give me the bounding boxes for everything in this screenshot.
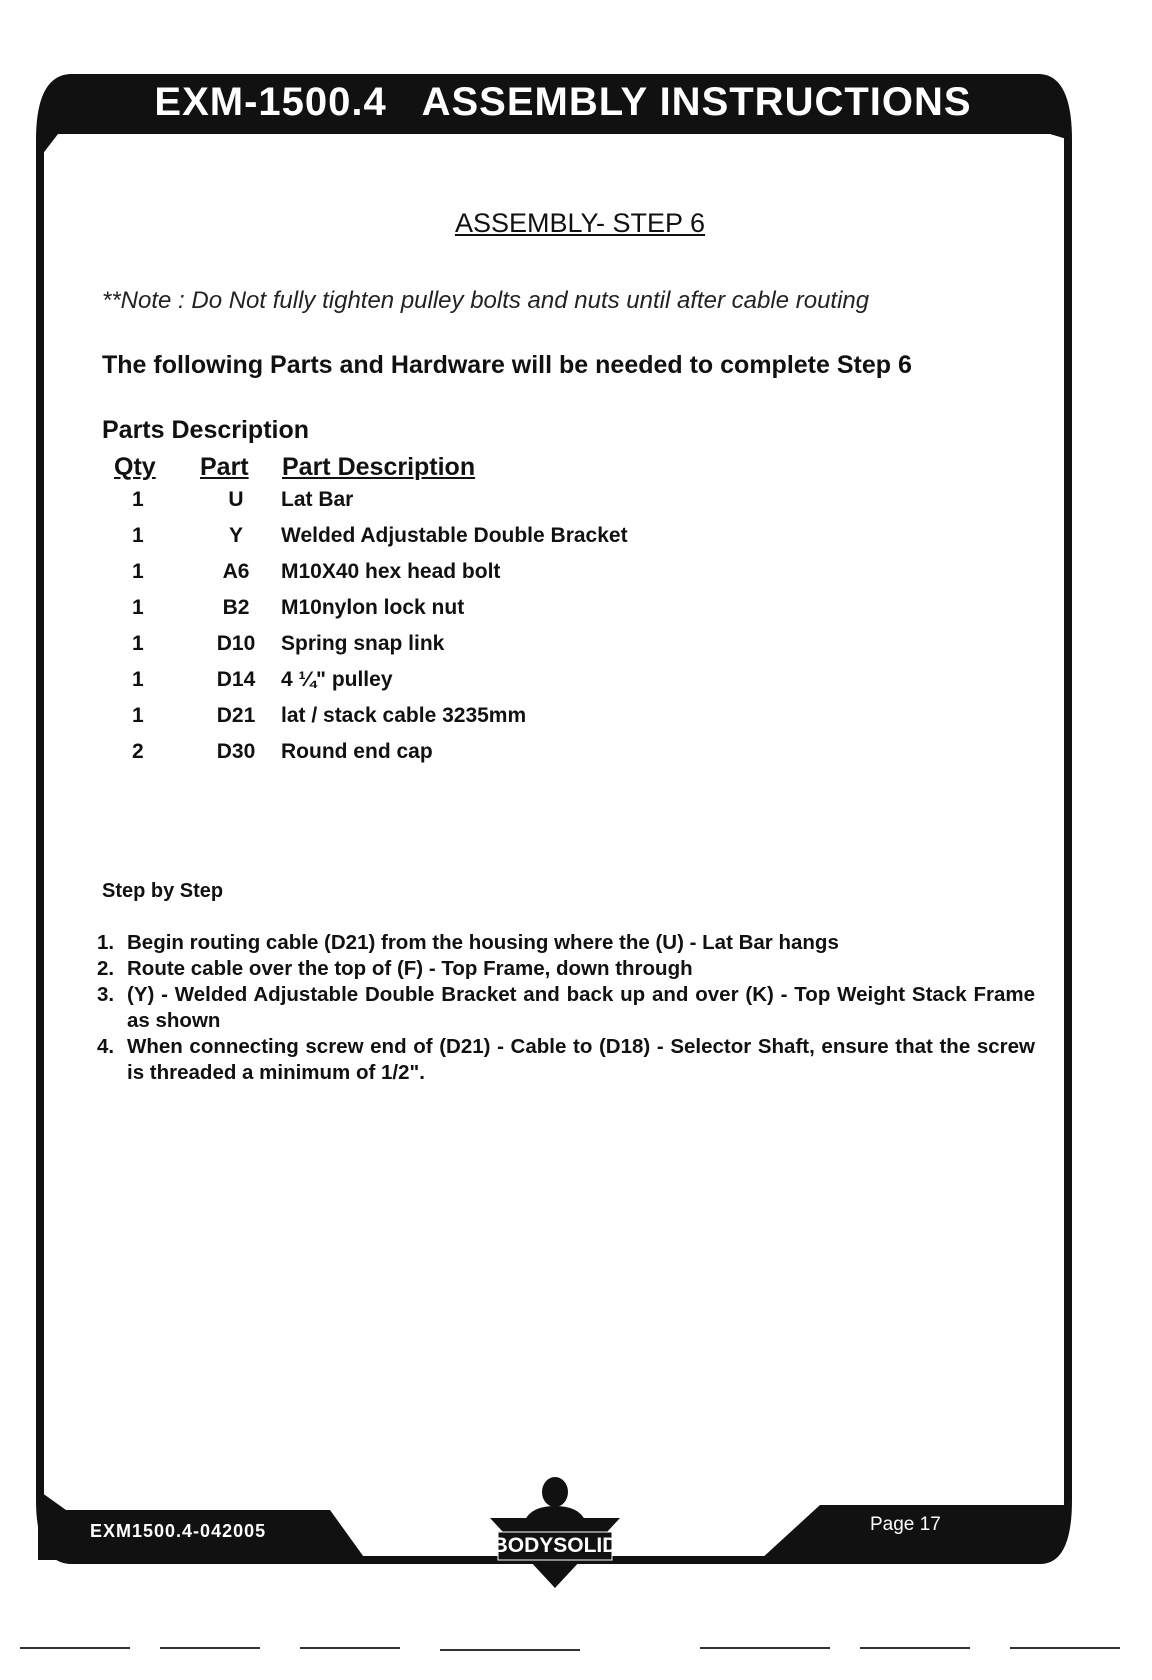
row-description: Lat Bar (281, 488, 354, 511)
row-qty: 1 (132, 668, 144, 691)
body-solid-logo (480, 1470, 630, 1590)
document-code: EXM1500.4-042005 (90, 1521, 267, 1541)
table-row (108, 488, 808, 524)
step-text: Begin routing cable (D21) from the housing where the (U) - Lat Bar hangs (127, 931, 839, 954)
parts-heading: Parts Description (102, 416, 310, 444)
page-number: Page 17 (870, 1514, 941, 1535)
row-part: U (228, 488, 244, 511)
row-qty: 1 (132, 704, 144, 727)
row-part: A6 (222, 560, 250, 583)
step-number: 2. (97, 957, 115, 980)
column-header-qty: Qty (114, 453, 156, 481)
row-qty: 1 (132, 524, 144, 547)
column-header-description: Part Description (282, 453, 476, 481)
step-text: Route cable over the top of (F) - Top Frame, down through (127, 957, 693, 980)
logo-figure-head (542, 1477, 568, 1507)
row-part: D30 (216, 740, 256, 763)
step-text: (Y) - Welded Adjustable Double Bracket and back up and over (K) - Top Weight Stack Frame as shown (127, 983, 1035, 1032)
row-part: D10 (216, 632, 256, 655)
row-description: M10nylon lock nut (281, 596, 465, 619)
step-title: ASSEMBLY- STEP 6 (454, 208, 706, 238)
step-text: When connecting screw end of (D21) - Cable to (D18) - Selector Shaft, ensure that the screw is threaded a minimum of 1/2". (127, 1035, 1035, 1084)
logo-graphic (480, 1470, 630, 1590)
step-list (97, 930, 1035, 1086)
row-part: D21 (216, 704, 256, 727)
step-by-step-heading: Step by Step (102, 880, 224, 902)
row-qty: 1 (132, 560, 144, 583)
logo-figure-body (525, 1506, 585, 1520)
list-item (97, 1034, 1035, 1086)
row-part: D14 (216, 668, 256, 691)
document-title: EXM-1500.4 ASSEMBLY INSTRUCTIONS (154, 80, 972, 124)
step-number: 3. (97, 983, 115, 1006)
row-qty: 1 (132, 488, 144, 511)
intro-text: The following Parts and Hardware will be needed to complete Step 6 (102, 351, 912, 379)
row-description: M10X40 hex head bolt (281, 560, 501, 583)
row-qty: 1 (132, 632, 144, 655)
list-item (97, 956, 1035, 982)
parts-table (108, 488, 808, 776)
row-qty: 2 (132, 740, 144, 763)
row-qty: 1 (132, 596, 144, 619)
row-part: Y (228, 524, 243, 547)
row-description: Round end cap (281, 740, 433, 763)
row-description: Spring snap link (281, 632, 445, 655)
table-row (108, 704, 808, 740)
list-item (97, 930, 1035, 956)
table-row (108, 524, 808, 560)
table-row (108, 560, 808, 596)
table-row (108, 668, 808, 704)
row-description: 4 ¼" pulley (281, 668, 393, 691)
row-part: B2 (222, 596, 250, 619)
column-header-part: Part (200, 453, 249, 481)
list-item (97, 982, 1035, 1034)
table-row (108, 632, 808, 668)
note-text: **Note : Do Not fully tighten pulley bolts and nuts until after cable routing (102, 287, 870, 314)
bottom-dashes (20, 1648, 1120, 1650)
logo-text: BODYSOLID (492, 1534, 618, 1557)
row-description: lat / stack cable 3235mm (281, 704, 527, 727)
table-row (108, 596, 808, 632)
table-row (108, 740, 808, 776)
row-description: Welded Adjustable Double Bracket (281, 524, 628, 547)
step-number: 1. (97, 931, 115, 954)
step-number: 4. (97, 1035, 115, 1058)
